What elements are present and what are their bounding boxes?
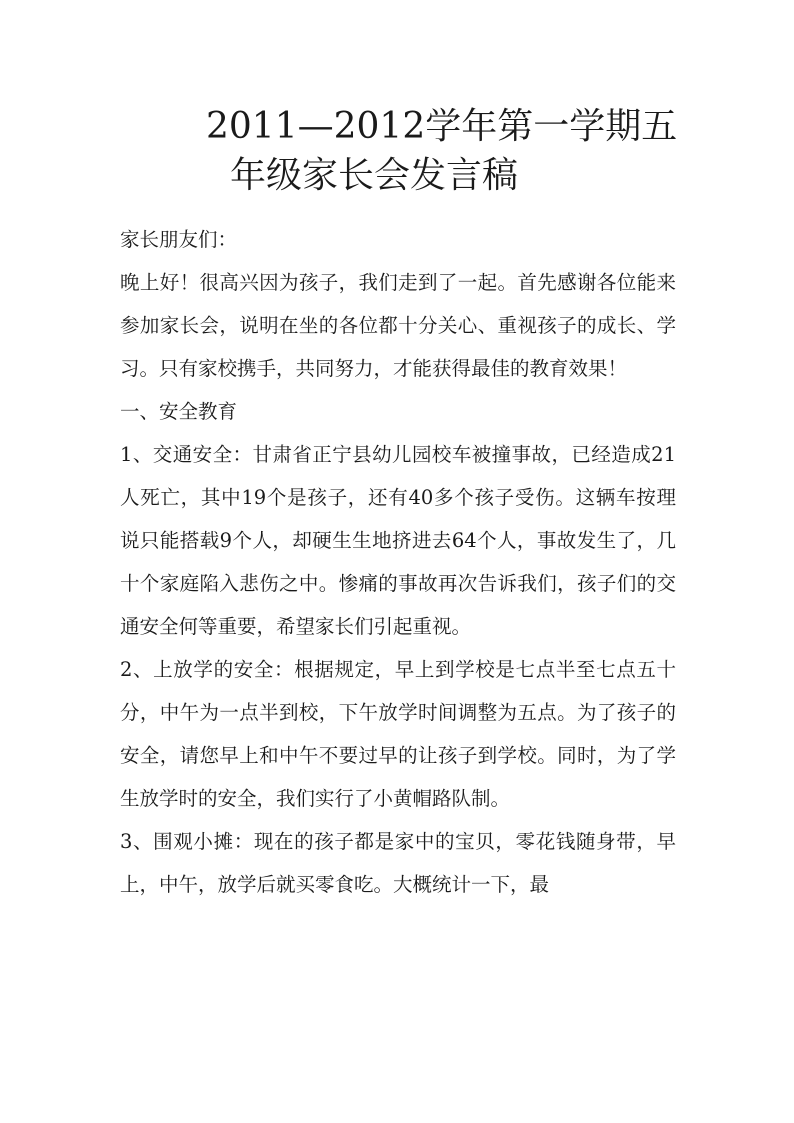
salutation: 家长朋友们： <box>120 228 238 251</box>
document-title-line-2: 年级家长会发言稿 <box>230 155 519 196</box>
paragraph-traffic-safety: 1、交通安全：甘肃省正宁县幼儿园校车被撞事故，已经造成21人死亡，其中19个是孩子，还有40多个孩子受伤。这辆车按理说只能搭载9个人，却硬生生地挤进去64个人，事故发生了，几十个家庭陷入悲伤之中。惨痛的事故再次告诉我们，孩子们的交通安全何等重要，希望家长们引起重视。 <box>120 443 676 638</box>
document-title-line-1: 2011—2012学年第一学期五 <box>206 106 678 147</box>
paragraph-commute-safety: 2、上放学的安全：根据规定，早上到学校是七点半至七点五十分，中午为一点半到校，下午放学时间调整为五点。为了孩子的安全，请您早上和中午不要过早的让孩子到学校。同时，为了学生放学时的安全，我们实行了小黄帽路队制。 <box>120 658 676 810</box>
section-heading-safety: 一、安全教育 <box>120 400 238 423</box>
paragraph-street-stalls: 3、围观小摊：现在的孩子都是家中的宝贝，零花钱随身带，早上，中午，放学后就买零食吃。大概统计一下，最 <box>120 830 676 896</box>
document-body <box>120 218 676 906</box>
paragraph-greeting: 晚上好！很高兴因为孩子，我们走到了一起。首先感谢各位能来参加家长会，说明在坐的各位都十分关心、重视孩子的成长、学习。只有家校携手，共同努力，才能获得最佳的教育效果！ <box>120 271 676 380</box>
